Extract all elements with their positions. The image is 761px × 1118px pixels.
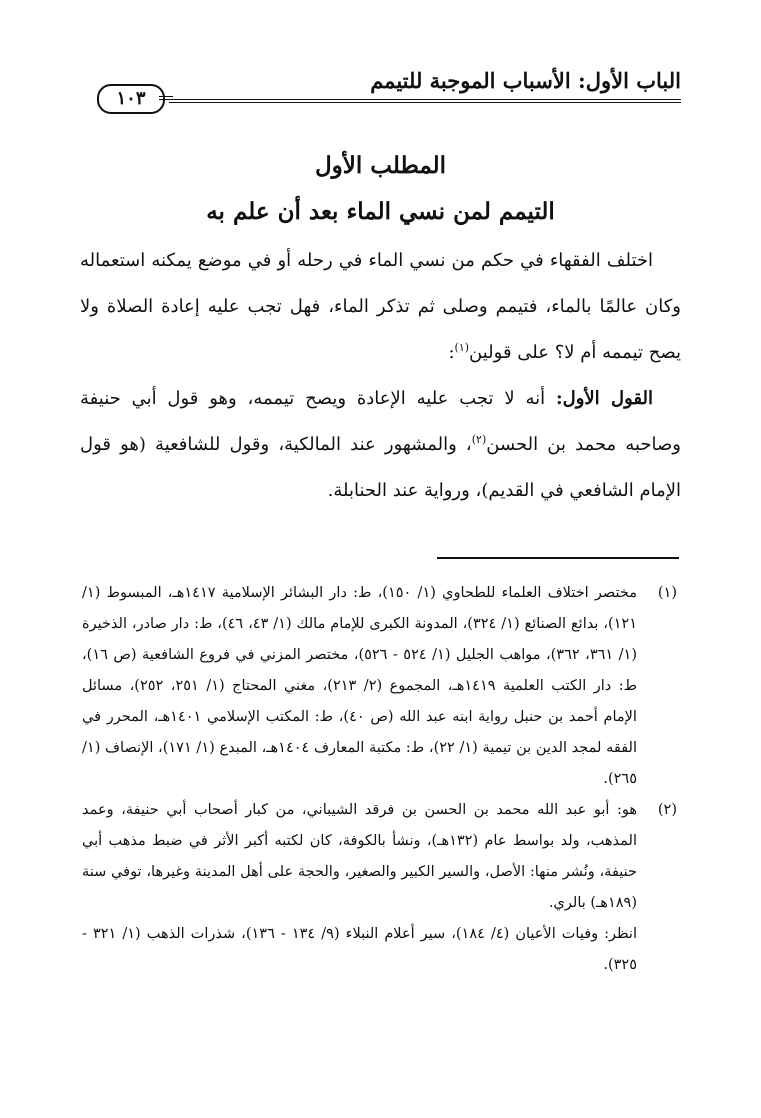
page-number-badge: ١٠٣ (97, 84, 165, 114)
paragraph-1 (80, 238, 681, 376)
footnote-2-number: (٢) (657, 802, 677, 818)
footnote-ref-1: (١) (454, 341, 470, 354)
paragraph-1-text: اختلف الفقهاء في حكم من نسي الماء في رحله أو في موضع يمكنه استعماله وكان عالمًا بالماء، فتيمم وصلى ثم تذكر الماء، فهل تجب عليه إعادة الصلاة ولا يصح تيممه أم لا؟ على قولين (80, 250, 681, 363)
paragraph-2-text-b: ، والمشهور عند المالكية، وقول للشافعية (هو قول الإمام الشافعي في القديم)، ورواية عند الحنابلة. (80, 434, 681, 501)
footnote-2-text: هو: أبو عبد الله محمد بن الحسن بن فرقد الشيباني، من كبار أصحاب أبي حنيفة، وعمد المذهب، ولد بواسط عام (١٣٢هـ)، ونشأ بالكوفة، كان لكتبه أكبر الأثر في ضبط مذهب أبي حنيفة، ونُشر منها: الأصل، والسير الكبير والصغير، والحجة على أهل المدينة وغيرها، توفي سنة (١٨٩هـ) بالري. (82, 802, 637, 911)
section-heading: المطلب الأول (314, 152, 447, 179)
paragraph-2 (80, 376, 681, 514)
footnote-separator (437, 557, 679, 559)
body-text (80, 238, 681, 514)
footnote-2-refs (82, 919, 677, 981)
footnote-2-references: انظر: وفيات الأعيان (٤/ ١٨٤)، سير أعلام النبلاء (٩/ ١٣٤ - ١٣٦)، شذرات الذهب (١/ ٣٢١ - ٣٢٥). (82, 926, 637, 973)
footnote-1-text: مختصر اختلاف العلماء للطحاوي (١/ ١٥٠)، ط: دار البشائر الإسلامية ١٤١٧هـ، المبسوط (١/ ١٢١)، بدائع الصنائع (١/ ٣٢٤)، المدونة الكبرى للإمام مالك (١/ ٤٣، ٤٦)، ط: دار صادر، الذخيرة (١/ ٣٦١، ٣٦٢)، مواهب الجليل (١/ ٥٢٤ - ٥٢٦)، مختصر المزني في فروع الشافعية (ص ١٦)، ط: دار الكتب العلمية ١٤١٩هـ، المجموع (٢/ ٢١٣)، مغني المحتاج (١/ ٢٥١، ٢٥٢)، مسائل الإمام أحمد بن حنبل رواية ابنه عبد الله (ص ٤٠)، ط: المكتب الإسلامي ١٤٠١هـ، المحرر في الفقه لمجد الدين بن تيمية (١/ ٢٢)، ط: مكتبة المعارف ١٤٠٤هـ، المبدع (١/ ١٧١)، الإنصاف (١/ ٢٦٥). (82, 585, 638, 787)
footnote-1 (82, 578, 677, 795)
page-header (97, 66, 681, 110)
footnote-1-number: (١) (657, 585, 677, 601)
header-double-rule (169, 99, 681, 103)
footnote-2 (82, 795, 677, 919)
footnote-ref-2: (٢) (471, 433, 487, 446)
paragraph-2-text-a: أنه لا تجب عليه الإعادة ويصح تيممه، وهو قول أبي حنيفة وصاحبه محمد بن الحسن (80, 388, 681, 455)
section-subheading: التيمم لمن نسي الماء بعد أن علم به (206, 198, 555, 225)
paragraph-1-end: : (448, 342, 455, 363)
footnotes (82, 578, 677, 981)
running-header-title: الباب الأول: الأسباب الموجبة للتيمم (370, 68, 681, 93)
first-opinion-label: القول الأول: (555, 388, 653, 409)
